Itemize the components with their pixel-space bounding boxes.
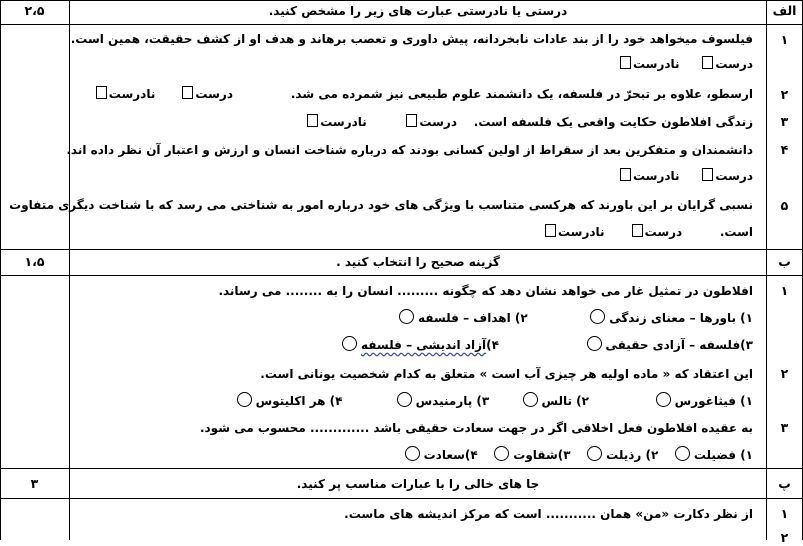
b2-option-3[interactable]	[393, 392, 490, 409]
a4-true-label: درست	[715, 169, 753, 183]
p2-number: ۲	[780, 530, 789, 545]
b1-option-4[interactable]	[338, 336, 499, 353]
a4-false-checkbox[interactable]	[620, 168, 631, 181]
a5-true-label: درست	[644, 225, 683, 239]
b1-option-2-label: ۲) اهداف – فلسفه	[418, 311, 528, 325]
a5-true-checkbox[interactable]	[632, 224, 643, 237]
section-b-title: گزینه صحیح را انتخاب کنید .	[336, 255, 500, 269]
a2-false-label: نادرست	[108, 87, 156, 101]
b2-option-4[interactable]	[233, 392, 343, 409]
b1-option-1-radio[interactable]	[590, 309, 605, 324]
b1-option-1-label: ۱) باورها – معنای زندگی	[609, 311, 753, 325]
b3-option-1[interactable]	[671, 446, 753, 463]
rule-b-start	[0, 249, 803, 250]
b3-number: ۳	[780, 420, 789, 435]
b3-option-2-label: ۲) رذیلت	[606, 448, 659, 462]
b1-option-4-label: آزاد اندیشی – فلسفه	[361, 338, 487, 352]
b2-number: ۲	[780, 366, 789, 381]
b3-option-4[interactable]	[401, 446, 478, 463]
a4-number: ۴	[780, 142, 789, 157]
rule-a-header	[0, 24, 803, 25]
b2-options	[233, 392, 753, 409]
section-a-title: درستی یا نادرستی عبارت های زیر را مشخص کنید.	[268, 4, 568, 18]
b2-option-1-label: ۱) فیثاغورس	[674, 394, 753, 408]
b1-options-row1	[395, 309, 753, 326]
b1-number: ۱	[780, 283, 789, 298]
a2-number: ۲	[780, 87, 789, 102]
a3-choices	[305, 114, 457, 130]
a4-choices	[618, 168, 753, 184]
rule-p-start	[0, 468, 803, 469]
rule-b-header	[0, 275, 803, 276]
a3-false-label: نادرست	[320, 115, 367, 129]
p1-sentence: از نظر دکارت «من» همان ........... است که مرکز اندیشه های ماست.	[344, 507, 753, 521]
b2-option-4-label: ۴) هر اکلیتوس	[255, 394, 343, 408]
a2-true-label: درست	[195, 87, 233, 101]
a5-false-checkbox[interactable]	[545, 224, 556, 237]
b2-option-3-radio[interactable]	[397, 392, 412, 407]
b2-option-4-radio[interactable]	[237, 392, 252, 407]
a2-true-checkbox[interactable]	[182, 86, 193, 99]
rule-top	[0, 0, 803, 1]
section-p-letter: پ	[778, 476, 791, 491]
a2-false-checkbox[interactable]	[96, 86, 107, 99]
b2-option-2-label: ۲) تالس	[541, 394, 589, 408]
b3-option-2[interactable]	[583, 446, 658, 463]
a5-statement: نسبی گرایان بر این باورند که هرکسی متناسب با ویژگی های خود درباره امور به شناختی می رسد که با شناخت دیگری متفاوت	[9, 198, 753, 212]
section-b-score: ۱،۵	[24, 254, 45, 269]
a1-false-checkbox[interactable]	[620, 56, 631, 69]
section-a-letter: الف	[772, 3, 797, 18]
a3-true-checkbox[interactable]	[406, 114, 417, 127]
b1-option-4-num: ۴)	[486, 338, 499, 352]
section-a-score: ۲،۵	[24, 3, 45, 18]
a3-false-checkbox[interactable]	[307, 114, 318, 127]
b3-option-3[interactable]	[490, 446, 570, 463]
b3-option-3-label: ۳)شقاوت	[513, 448, 571, 462]
b1-option-3[interactable]	[583, 336, 753, 353]
a5-statement-end	[543, 224, 753, 240]
rule-score-col	[69, 0, 70, 540]
b2-option-1[interactable]	[652, 392, 753, 409]
b3-option-4-radio[interactable]	[405, 446, 420, 461]
p1-number: ۱	[780, 506, 789, 521]
a3-true-label: درست	[419, 115, 457, 129]
a1-choices	[618, 56, 753, 72]
section-p-score: ۳	[30, 476, 39, 491]
b1-option-3-label: ۳)فلسفه – آزادی حقیقی	[605, 338, 753, 352]
a4-statement: دانشمندان و متفکرین بعد از سقراط از اولین کسانی بودند که درباره شناخت انسان و ارزش و اعتبار آن نظر داده اند.	[66, 143, 753, 157]
b1-option-1[interactable]	[586, 309, 753, 326]
b1-option-4-radio[interactable]	[342, 336, 357, 351]
a3-statement: زندگی افلاطون حکایت واقعی یک فلسفه است.	[473, 115, 753, 129]
rule-left-edge	[0, 0, 1, 540]
a5-statement-cont: است.	[719, 225, 753, 239]
a2-statement: ارسطو، علاوه بر تبحرّ در فلسفه، یک دانشمند علوم طبیعی نیز شمرده می شد.	[290, 87, 753, 101]
b1-question: افلاطون در تمثیل غار می خواهد نشان دهد که چگونه ......... انسان را به ........ می رساند.	[218, 284, 753, 298]
a4-true-checkbox[interactable]	[702, 168, 713, 181]
section-b-letter: ب	[778, 254, 791, 269]
b1-option-2-radio[interactable]	[399, 309, 414, 324]
a4-false-label: نادرست	[632, 169, 680, 183]
section-p-title: جا های خالی را با عبارات مناسب پر کنید.	[296, 477, 540, 491]
a1-number: ۱	[780, 32, 789, 47]
rule-p-header	[0, 498, 803, 499]
b3-option-1-label: ۱) فضیلت	[693, 448, 753, 462]
b1-options-row2	[338, 336, 753, 353]
a1-statement: فیلسوف میخواهد خود را از بند عادات نابخردانه، پیش داوری و تعصب برهاند و هدف او از کشف حقیقت، همین است.	[70, 32, 753, 46]
b1-option-2[interactable]	[395, 309, 528, 326]
b2-option-1-radio[interactable]	[656, 392, 671, 407]
a3-number: ۳	[780, 114, 789, 129]
a5-number: ۵	[780, 198, 789, 213]
b2-question: این اعتقاد که « ماده اولیه هر چیزی آب است » متعلق به کدام شخصیت یونانی است.	[260, 367, 753, 381]
b3-option-2-radio[interactable]	[587, 446, 602, 461]
b3-question: به عقیده افلاطون فعل اخلاقی اگر در جهت سعادت حقیقی باشد ............. محسوب می شود.	[199, 421, 753, 435]
a2-choices	[94, 86, 233, 102]
rule-num-col	[766, 0, 767, 540]
a1-true-label: درست	[715, 57, 753, 71]
a1-true-checkbox[interactable]	[702, 56, 713, 69]
a5-false-label: نادرست	[557, 225, 605, 239]
b1-option-3-radio[interactable]	[587, 336, 602, 351]
b2-option-3-label: ۳) پارمنیدس	[415, 394, 490, 408]
b2-option-2-radio[interactable]	[523, 392, 538, 407]
a1-false-label: نادرست	[632, 57, 680, 71]
b3-options	[401, 446, 753, 463]
b3-option-4-label: ۴)سعادت	[423, 448, 478, 462]
b3-option-1-radio[interactable]	[675, 446, 690, 461]
b3-option-3-radio[interactable]	[494, 446, 509, 461]
b2-option-2[interactable]	[519, 392, 589, 409]
